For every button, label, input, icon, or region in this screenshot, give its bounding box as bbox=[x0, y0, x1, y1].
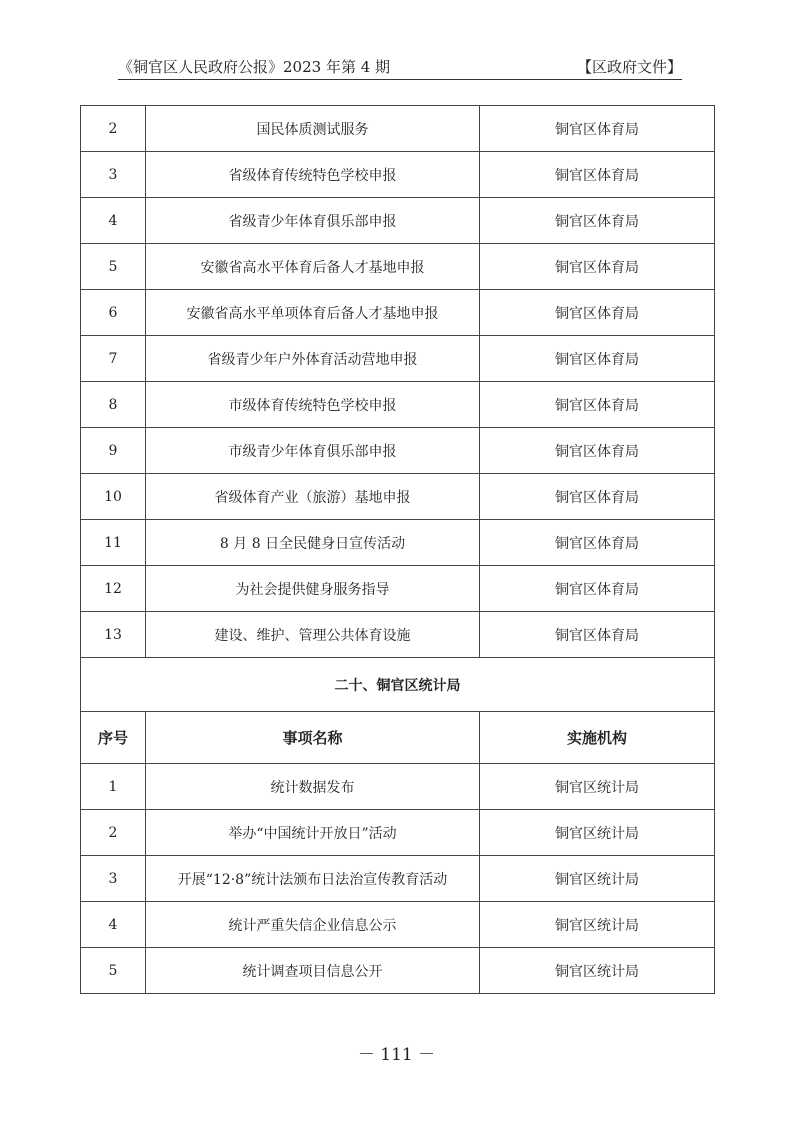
cell-org: 铜官区体育局 bbox=[480, 106, 715, 152]
cell-name: 省级体育传统特色学校申报 bbox=[146, 152, 480, 198]
table-row bbox=[81, 198, 715, 244]
table-row bbox=[81, 336, 715, 382]
cell-name: 统计数据发布 bbox=[146, 764, 480, 810]
cell-no: 9 bbox=[81, 428, 146, 474]
cell-no: 11 bbox=[81, 520, 146, 566]
cell-no: 8 bbox=[81, 382, 146, 428]
cell-org: 铜官区统计局 bbox=[480, 856, 715, 902]
cell-org: 铜官区体育局 bbox=[480, 382, 715, 428]
services-table bbox=[80, 105, 715, 994]
cell-org: 铜官区体育局 bbox=[480, 152, 715, 198]
table-row bbox=[81, 612, 715, 658]
cell-name: 市级体育传统特色学校申报 bbox=[146, 382, 480, 428]
table-row bbox=[81, 382, 715, 428]
table-body-top bbox=[81, 106, 715, 658]
table-body-section bbox=[81, 658, 715, 764]
cell-org: 铜官区体育局 bbox=[480, 336, 715, 382]
cell-org: 铜官区体育局 bbox=[480, 198, 715, 244]
table-row bbox=[81, 474, 715, 520]
cell-no: 7 bbox=[81, 336, 146, 382]
table-row bbox=[81, 244, 715, 290]
cell-org: 铜官区体育局 bbox=[480, 566, 715, 612]
cell-no: 3 bbox=[81, 856, 146, 902]
table-row bbox=[81, 520, 715, 566]
cell-org: 铜官区体育局 bbox=[480, 612, 715, 658]
cell-name: 举办“中国统计开放日”活动 bbox=[146, 810, 480, 856]
section-label: 【区政府文件】 bbox=[576, 58, 682, 76]
header-rule bbox=[118, 79, 682, 80]
table-row bbox=[81, 428, 715, 474]
table-row bbox=[81, 810, 715, 856]
cell-name: 建设、维护、管理公共体育设施 bbox=[146, 612, 480, 658]
cell-org: 铜官区统计局 bbox=[480, 810, 715, 856]
table-row bbox=[81, 290, 715, 336]
cell-org: 铜官区体育局 bbox=[480, 474, 715, 520]
cell-no: 2 bbox=[81, 106, 146, 152]
cell-name: 为社会提供健身服务指导 bbox=[146, 566, 480, 612]
cell-no: 12 bbox=[81, 566, 146, 612]
cell-name: 开展“12·8”统计法颁布日法治宣传教育活动 bbox=[146, 856, 480, 902]
cell-name: 8 月 8 日全民健身日宣传活动 bbox=[146, 520, 480, 566]
cell-org: 铜官区体育局 bbox=[480, 428, 715, 474]
table-row bbox=[81, 764, 715, 810]
table-body-bottom bbox=[81, 764, 715, 994]
table-row bbox=[81, 902, 715, 948]
cell-no: 4 bbox=[81, 198, 146, 244]
publication-title: 《铜官区人民政府公报》2023 年第 4 期 bbox=[118, 58, 391, 76]
table-row bbox=[81, 948, 715, 994]
page-number: － 111 － bbox=[357, 1045, 436, 1065]
cell-no: 3 bbox=[81, 152, 146, 198]
cell-no: 5 bbox=[81, 948, 146, 994]
cell-org: 铜官区体育局 bbox=[480, 244, 715, 290]
section-title: 二十、铜官区统计局 bbox=[81, 658, 715, 712]
cell-no: 5 bbox=[81, 244, 146, 290]
cell-name: 国民体质测试服务 bbox=[146, 106, 480, 152]
table-row bbox=[81, 152, 715, 198]
cell-name: 统计调查项目信息公开 bbox=[146, 948, 480, 994]
page-header bbox=[118, 50, 682, 80]
column-header-name: 事项名称 bbox=[146, 712, 480, 764]
cell-org: 铜官区统计局 bbox=[480, 902, 715, 948]
column-header-no: 序号 bbox=[81, 712, 146, 764]
cell-org: 铜官区统计局 bbox=[480, 764, 715, 810]
cell-no: 6 bbox=[81, 290, 146, 336]
column-header-org: 实施机构 bbox=[480, 712, 715, 764]
column-header-row bbox=[81, 712, 715, 764]
cell-no: 13 bbox=[81, 612, 146, 658]
cell-name: 省级体育产业（旅游）基地申报 bbox=[146, 474, 480, 520]
table-row bbox=[81, 566, 715, 612]
cell-org: 铜官区统计局 bbox=[480, 948, 715, 994]
cell-no: 1 bbox=[81, 764, 146, 810]
cell-name: 省级青少年体育俱乐部申报 bbox=[146, 198, 480, 244]
cell-name: 安徽省高水平体育后备人才基地申报 bbox=[146, 244, 480, 290]
table-row bbox=[81, 856, 715, 902]
cell-no: 2 bbox=[81, 810, 146, 856]
cell-name: 市级青少年体育俱乐部申报 bbox=[146, 428, 480, 474]
cell-no: 4 bbox=[81, 902, 146, 948]
section-row bbox=[81, 658, 715, 712]
table-row bbox=[81, 106, 715, 152]
cell-no: 10 bbox=[81, 474, 146, 520]
cell-org: 铜官区体育局 bbox=[480, 520, 715, 566]
cell-name: 安徽省高水平单项体育后备人才基地申报 bbox=[146, 290, 480, 336]
cell-org: 铜官区体育局 bbox=[480, 290, 715, 336]
cell-name: 省级青少年户外体育活动营地申报 bbox=[146, 336, 480, 382]
cell-name: 统计严重失信企业信息公示 bbox=[146, 902, 480, 948]
